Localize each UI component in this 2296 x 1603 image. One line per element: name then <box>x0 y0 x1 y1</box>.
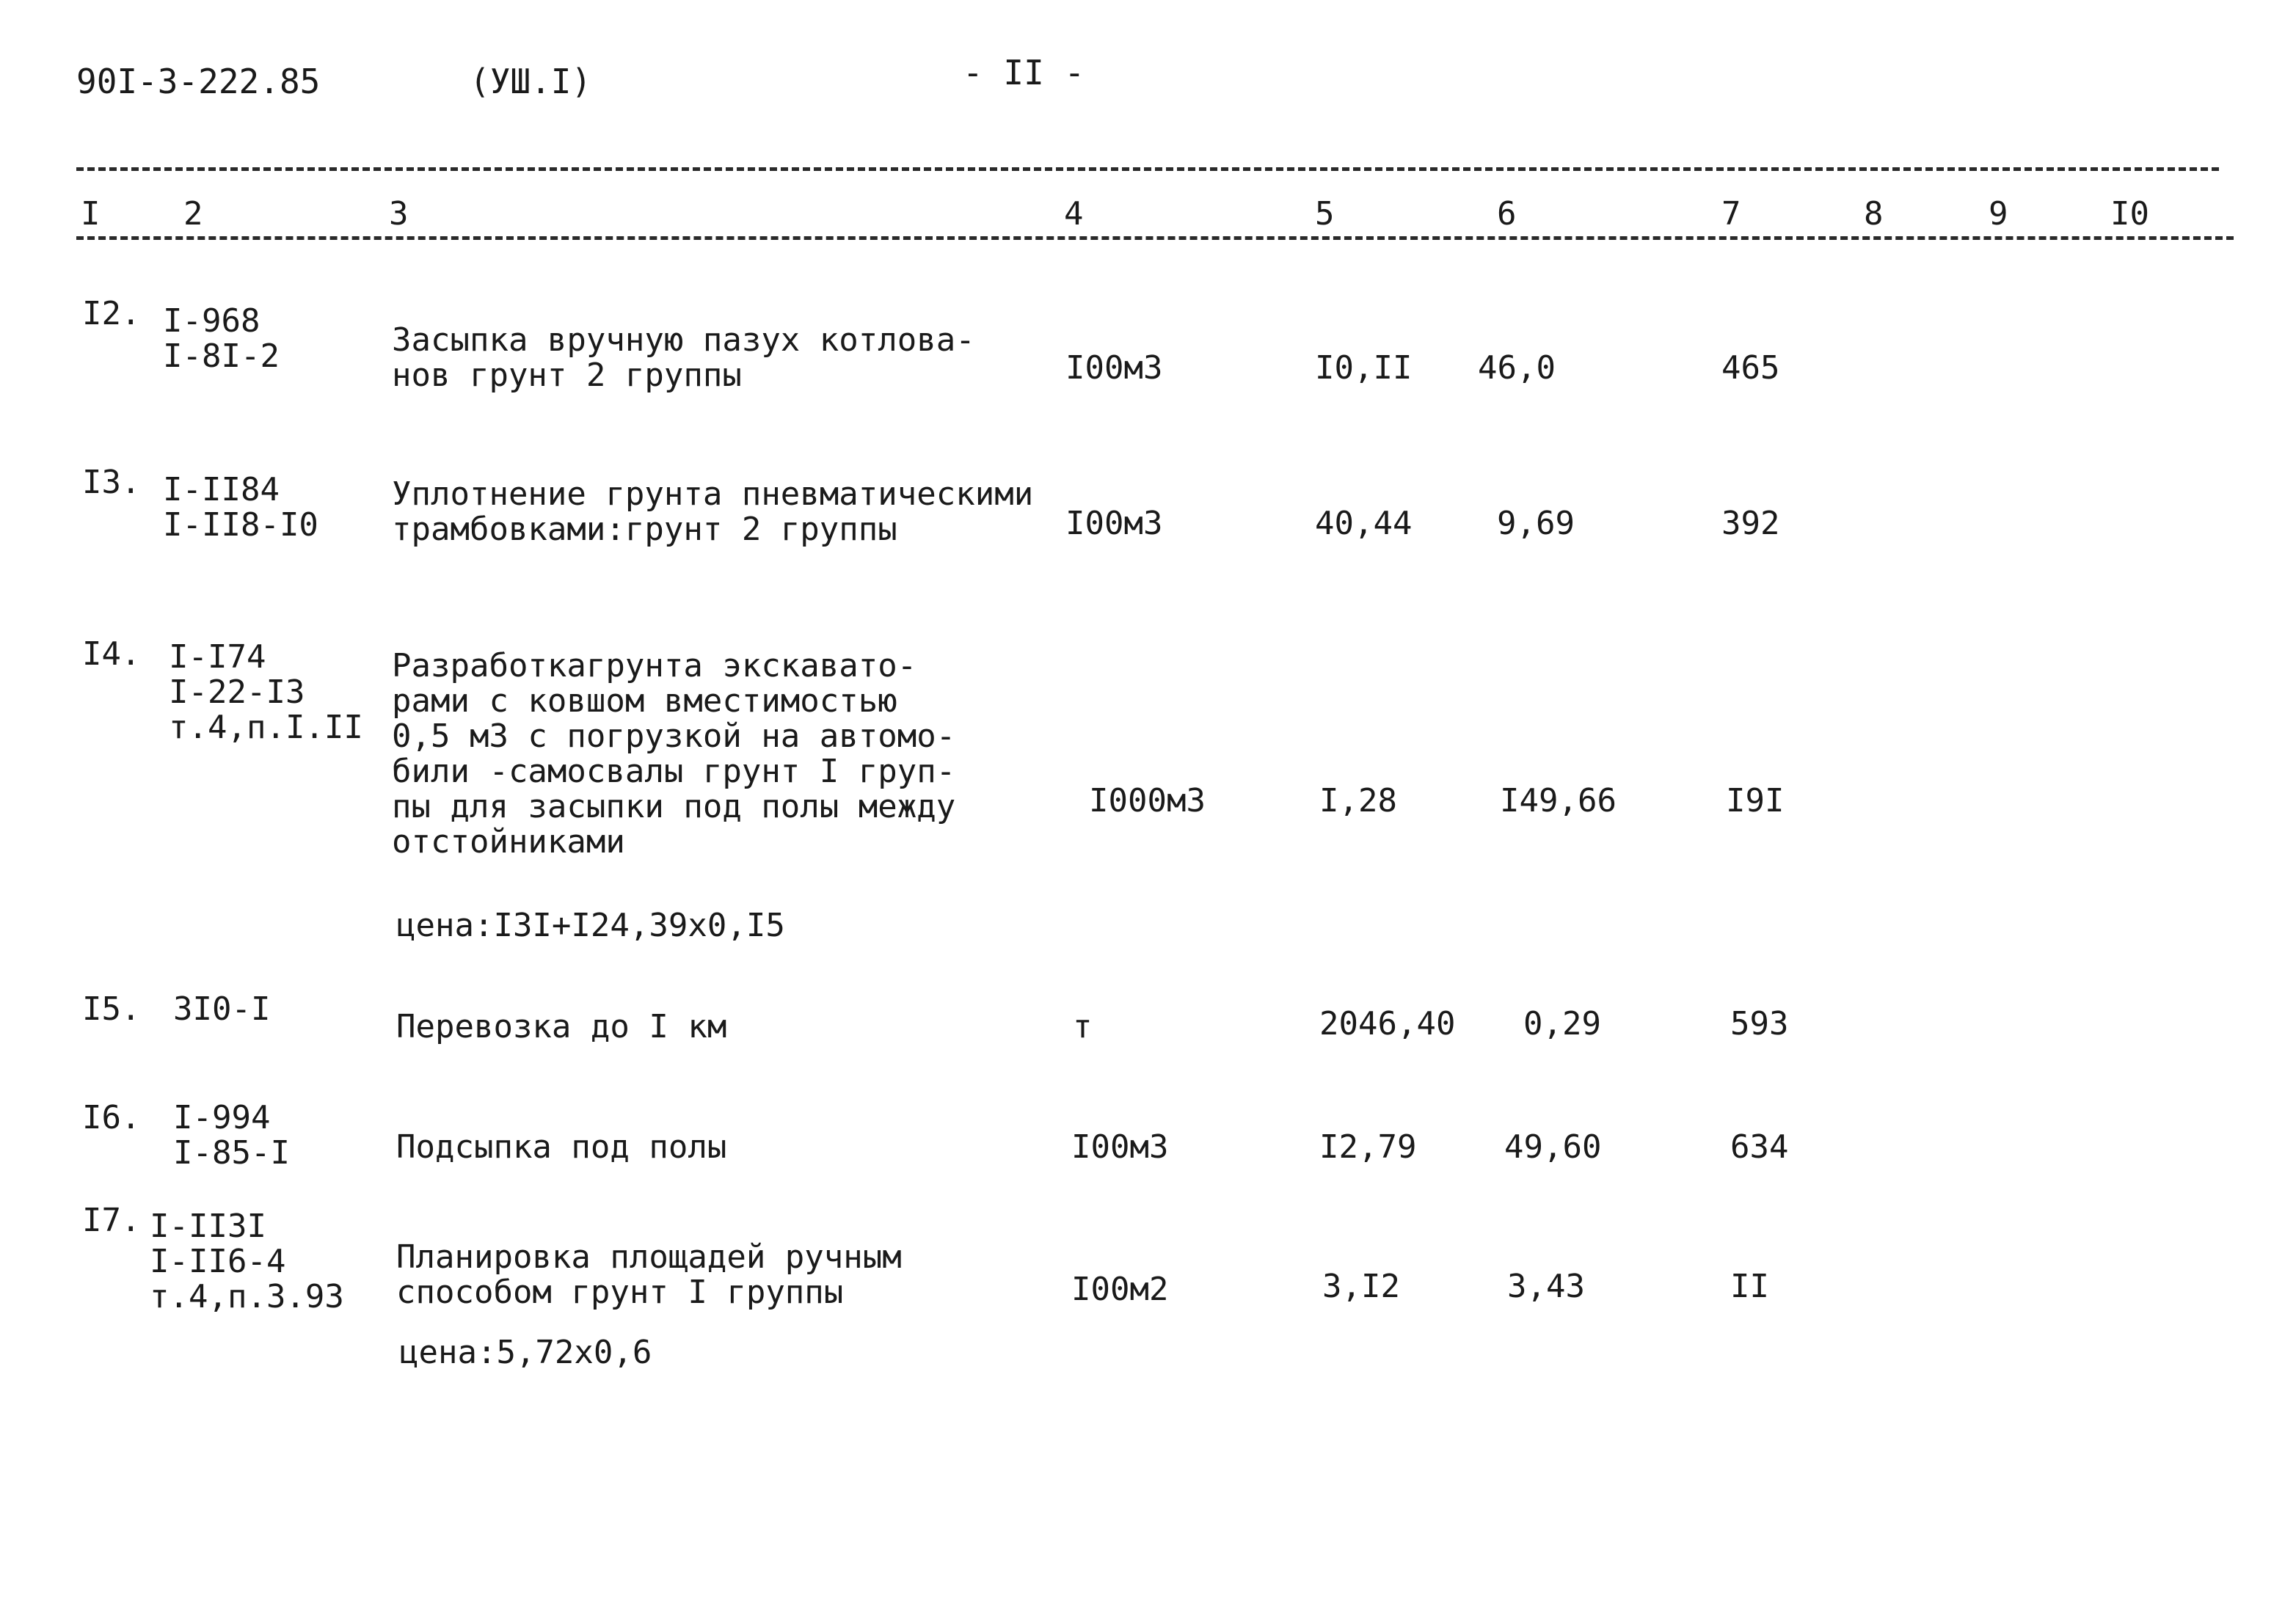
column-number: 5 <box>1315 195 1335 233</box>
quantity-cell: 3,I2 <box>1322 1268 1400 1305</box>
row-number: I5. <box>82 990 141 1028</box>
unit-cell: I00м3 <box>1065 349 1163 387</box>
norm-code: I-968 I-8I-2 <box>163 302 280 375</box>
column-number: 9 <box>1989 195 2008 233</box>
work-description: Разработкагрунта экскавато- рами с ковшом вместимостью 0,5 м3 с погрузкой на автомо- били -самосвалы грунт I груп- пы для засыпки под полы между отстойниками <box>392 647 956 861</box>
norm-code: 3I0-I <box>173 990 271 1028</box>
row-number: I4. <box>82 635 141 673</box>
price-formula: цена:I3I+I24,39х0,I5 <box>396 907 785 944</box>
unit-price-cell: I49,66 <box>1500 782 1617 819</box>
column-number: 2 <box>183 195 203 233</box>
work-description: Засыпка вручную пазух котлова- нов грунт 2 группы <box>392 321 975 394</box>
norm-code: I-II3I I-II6-4 т.4,п.3.93 <box>150 1208 344 1315</box>
column-number: 4 <box>1064 195 1084 233</box>
row-number: I6. <box>82 1099 141 1136</box>
unit-cell: I00м3 <box>1071 1128 1169 1166</box>
unit-cell: I00м2 <box>1071 1271 1169 1308</box>
row-number: I3. <box>82 464 141 501</box>
quantity-cell: I2,79 <box>1319 1128 1417 1166</box>
price-formula: цена:5,72х0,6 <box>399 1334 652 1371</box>
unit-price-cell: 49,60 <box>1504 1128 1602 1166</box>
norm-code: I-I74 I-22-I3 т.4,п.I.II <box>169 638 363 746</box>
work-description: Уплотнение грунта пневматическими трамбовками:грунт 2 группы <box>392 475 1034 548</box>
norm-code: I-994 I-85-I <box>173 1099 290 1172</box>
cost-cell: 593 <box>1730 1005 1789 1043</box>
quantity-cell: I,28 <box>1319 782 1397 819</box>
unit-price-cell: 0,29 <box>1523 1005 1601 1043</box>
column-number: 6 <box>1497 195 1517 233</box>
cost-cell: 465 <box>1721 349 1780 387</box>
work-description: Перевозка до I км <box>396 1008 727 1045</box>
cost-cell: II <box>1730 1268 1769 1305</box>
work-description: Подсыпка под полы <box>396 1128 727 1166</box>
column-number: 3 <box>389 195 409 233</box>
row-number: I7. <box>82 1202 141 1239</box>
page-number: - II - <box>963 53 1085 92</box>
unit-cell: I000м3 <box>1089 782 1206 819</box>
header-rule-top <box>76 167 2219 171</box>
column-number: 7 <box>1721 195 1741 233</box>
quantity-cell: 2046,40 <box>1319 1005 1456 1043</box>
unit-cell: т <box>1073 1008 1093 1045</box>
norm-code: I-II84 I-II8-I0 <box>163 471 318 544</box>
unit-price-cell: 46,0 <box>1478 349 1556 387</box>
column-number: I0 <box>2110 195 2149 233</box>
unit-price-cell: 9,69 <box>1497 505 1575 542</box>
unit-cell: I00м3 <box>1065 505 1163 542</box>
quantity-cell: 40,44 <box>1315 505 1413 542</box>
column-number: 8 <box>1864 195 1884 233</box>
cost-cell: 634 <box>1730 1128 1789 1166</box>
document-code: 90I-3-222.85 <box>76 62 321 101</box>
work-description: Планировка площадей ручным способом грунт I группы <box>396 1238 902 1311</box>
row-number: I2. <box>82 295 141 332</box>
quantity-cell: I0,II <box>1315 349 1413 387</box>
column-number: I <box>81 195 101 233</box>
cost-cell: I9I <box>1726 782 1785 819</box>
section-label: (УШ.I) <box>470 62 592 101</box>
header-rule-bottom <box>76 236 2234 240</box>
cost-cell: 392 <box>1721 505 1780 542</box>
unit-price-cell: 3,43 <box>1507 1268 1585 1305</box>
